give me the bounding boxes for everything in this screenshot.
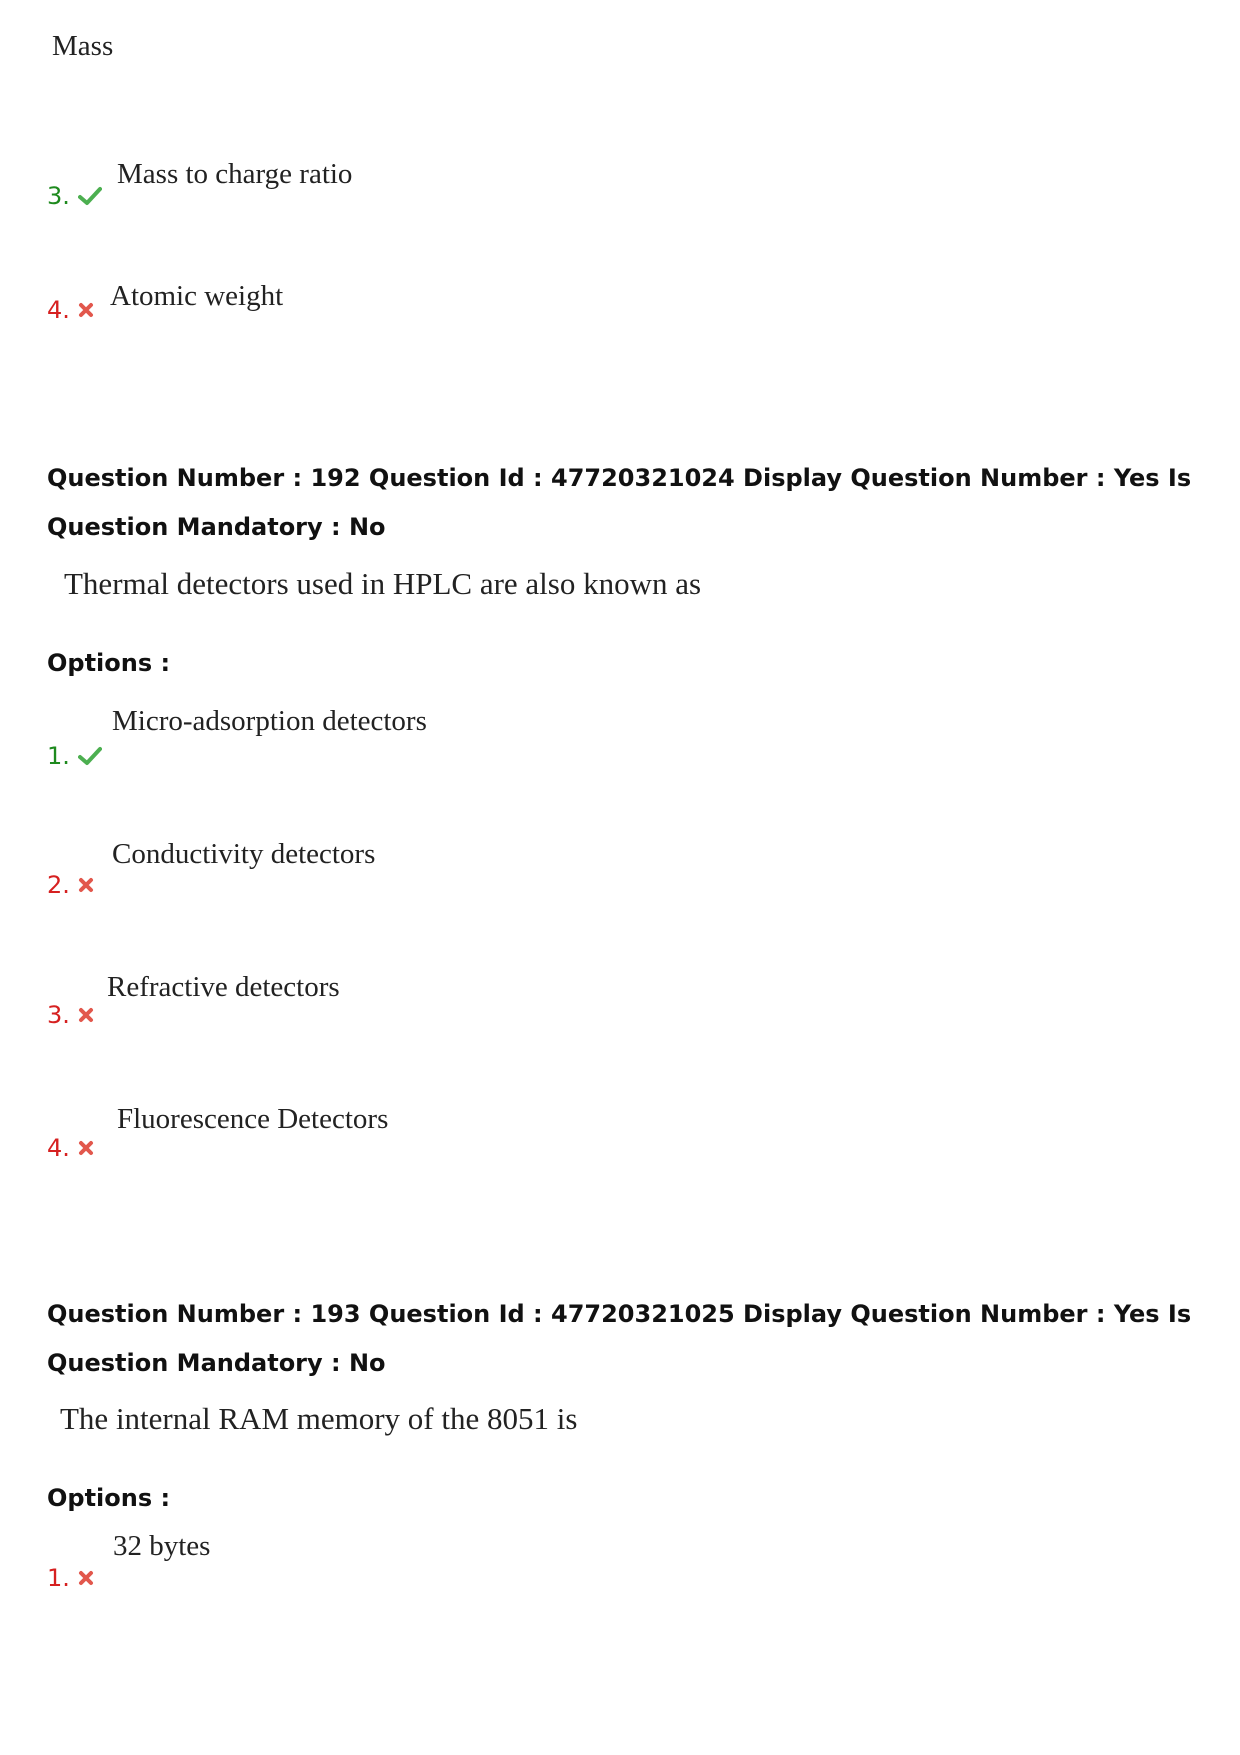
question-header: Question Number : 192 Question Id : 47720321024 Display Question Number : Yes Is Question Mandatory : No xyxy=(47,464,1192,541)
options-title: Options : xyxy=(47,649,171,677)
option-text: Refractive detectors xyxy=(107,971,340,1003)
option-marker xyxy=(47,182,102,210)
option-marker xyxy=(47,296,94,324)
cross-icon xyxy=(78,302,94,318)
cross-icon xyxy=(78,1140,94,1156)
option-marker xyxy=(47,871,94,899)
option-marker xyxy=(47,742,102,770)
option-number: 3. xyxy=(47,182,70,210)
option-text: Micro-adsorption detectors xyxy=(112,705,427,737)
option-number: 3. xyxy=(47,1001,70,1029)
options-title: Options : xyxy=(47,1484,171,1512)
check-icon xyxy=(78,186,102,206)
option-marker xyxy=(47,1564,94,1592)
option-number: 1. xyxy=(47,1564,70,1592)
question-text: Thermal detectors used in HPLC are also known as xyxy=(64,566,702,601)
option-number: 1. xyxy=(47,742,70,770)
option-text: Fluorescence Detectors xyxy=(117,1103,389,1135)
option-text: Mass to charge ratio xyxy=(117,158,353,190)
cross-icon xyxy=(78,1007,94,1023)
option-marker xyxy=(47,1001,94,1029)
option-number: 4. xyxy=(47,1134,70,1162)
cross-icon xyxy=(78,877,94,893)
option-text: Conductivity detectors xyxy=(112,838,376,870)
option-text: 32 bytes xyxy=(113,1530,211,1562)
option-text: Mass xyxy=(52,30,114,62)
question-header: Question Number : 193 Question Id : 47720321025 Display Question Number : Yes Is Question Mandatory : No xyxy=(47,1300,1192,1377)
option-number: 4. xyxy=(47,296,70,324)
option-marker xyxy=(47,1134,94,1162)
check-icon xyxy=(78,746,102,766)
cross-icon xyxy=(78,1570,94,1586)
option-text: Atomic weight xyxy=(110,280,284,312)
question-text: The internal RAM memory of the 8051 is xyxy=(60,1401,578,1436)
option-number: 2. xyxy=(47,871,70,899)
